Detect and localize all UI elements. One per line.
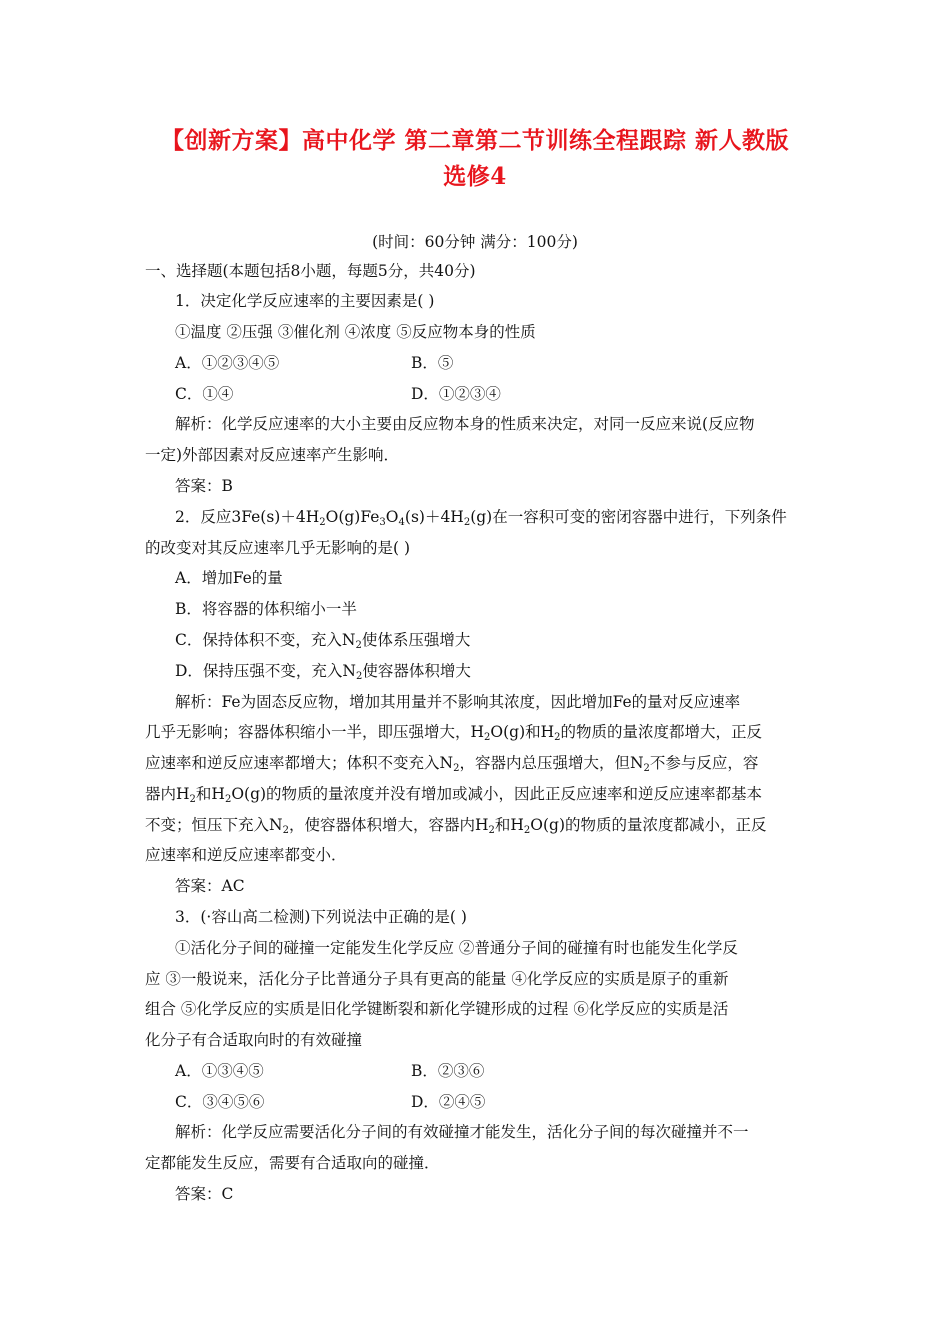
q1-option-d: D．①②③④ <box>411 385 501 403</box>
q3-statements-line-1: ①活化分子间的碰撞一定能发生化学反应 ②普通分子间的碰撞有时也能发生化学反 <box>175 939 738 957</box>
q1-stem: 1．决定化学反应速率的主要因素是( ) <box>175 292 435 310</box>
q3-option-c: C．③④⑤⑥ <box>175 1093 265 1111</box>
q2-option-a: A．增加Fe的量 <box>175 569 283 587</box>
q3-answer: 答案：C <box>175 1185 234 1203</box>
q2-analysis-line-5: 不变；恒压下充入$N_2$，使容器体积增大，容器内$H_2$和$H_2O(g)$的物质的量浓度都减小，正反 <box>145 816 767 836</box>
q2-stem-line-2: 的改变对其反应速率几乎无影响的是( ) <box>145 539 411 557</box>
q1-option-b: B．⑤ <box>411 354 454 372</box>
q2-analysis-line-2: 几乎无影响；容器体积缩小一半，即压强增大，$H_2O(g)$和$H_2$的物质的量浓度都增大，正反 <box>145 723 763 743</box>
q2-analysis-line-1: 解析：Fe为固态反应物，增加其用量并不影响其浓度，因此增加Fe的量对反应速率 <box>175 693 741 711</box>
q3-options-row-2 <box>175 1092 840 1112</box>
q3-analysis-line-1: 解析：化学反应需要活化分子间的有效碰撞才能发生，活化分子间的每次碰撞并不一 <box>175 1123 749 1141</box>
q1-option-a: A．①②③④⑤ <box>175 354 280 372</box>
q2-analysis-line-3: 应速率和逆反应速率都增大；体积不变充入$N_2$，容器内总压强增大，但$N_2$不参与反应，容 <box>145 754 759 774</box>
q1-options-row-1 <box>175 353 840 373</box>
q2-option-c: C．保持体积不变，充入$N_2$使体系压强增大 <box>175 631 471 651</box>
section-heading: 一、选择题(本题包括8小题，每题5分，共40分) <box>145 262 476 280</box>
q2-analysis-line-6: 应速率和逆反应速率都变小． <box>145 846 347 864</box>
q1-items: ①温度 ②压强 ③催化剂 ④浓度 ⑤反应物本身的性质 <box>175 323 536 341</box>
q1-option-c: C．①④ <box>175 385 234 403</box>
q1-analysis-line-1: 解析：化学反应速率的大小主要由反应物本身的性质来决定，对同一反应来说(反应物 <box>175 415 755 433</box>
q3-option-a: A．①③④⑤ <box>175 1062 264 1080</box>
q2-stem-line-1: 2．反应$3Fe(s)+4H_2O(g)Fe_3O_4(s)+4H_2(g)$在一容积可变的密闭容器中进行，下列条件 <box>175 508 787 528</box>
q2-analysis-line-4: 器内$H_2$和$H_2O(g)$的物质的量浓度并没有增加或减小，因此正反应速率和逆反应速率都基本 <box>145 785 763 805</box>
exam-meta: (时间：60分钟 满分：100分) <box>372 233 578 251</box>
q3-options-row-1 <box>175 1061 840 1081</box>
q2-answer: 答案：AC <box>175 877 245 895</box>
q3-statements-line-4: 化分子有合适取向时的有效碰撞 <box>145 1031 363 1049</box>
q3-stem: 3．(·容山高二检测)下列说法中正确的是( ) <box>175 908 467 926</box>
q3-analysis-line-2: 定都能发生反应，需要有合适取向的碰撞． <box>145 1154 440 1172</box>
q3-option-b: B．②③⑥ <box>411 1062 485 1080</box>
title-line-2: 选修4 <box>443 163 507 190</box>
q3-statements-line-2: 应 ③一般说来，活化分子比普通分子具有更高的能量 ④化学反应的实质是原子的重新 <box>145 970 729 988</box>
q1-answer: 答案：B <box>175 477 233 495</box>
q1-options-row-2 <box>175 384 840 404</box>
q2-option-b: B．将容器的体积缩小一半 <box>175 600 357 618</box>
q2-option-d: D．保持压强不变，充入$N_2$使容器体积增大 <box>175 662 471 682</box>
q1-analysis-line-2: 一定)外部因素对反应速率产生影响． <box>145 446 400 464</box>
q3-option-d: D．②④⑤ <box>411 1093 486 1111</box>
title-line-1: 【创新方案】高中化学 第二章第二节训练全程跟踪 新人教版 <box>160 127 789 154</box>
q3-statements-line-3: 组合 ⑤化学反应的实质是旧化学键断裂和新化学键形成的过程 ⑥化学反应的实质是活 <box>145 1000 729 1018</box>
